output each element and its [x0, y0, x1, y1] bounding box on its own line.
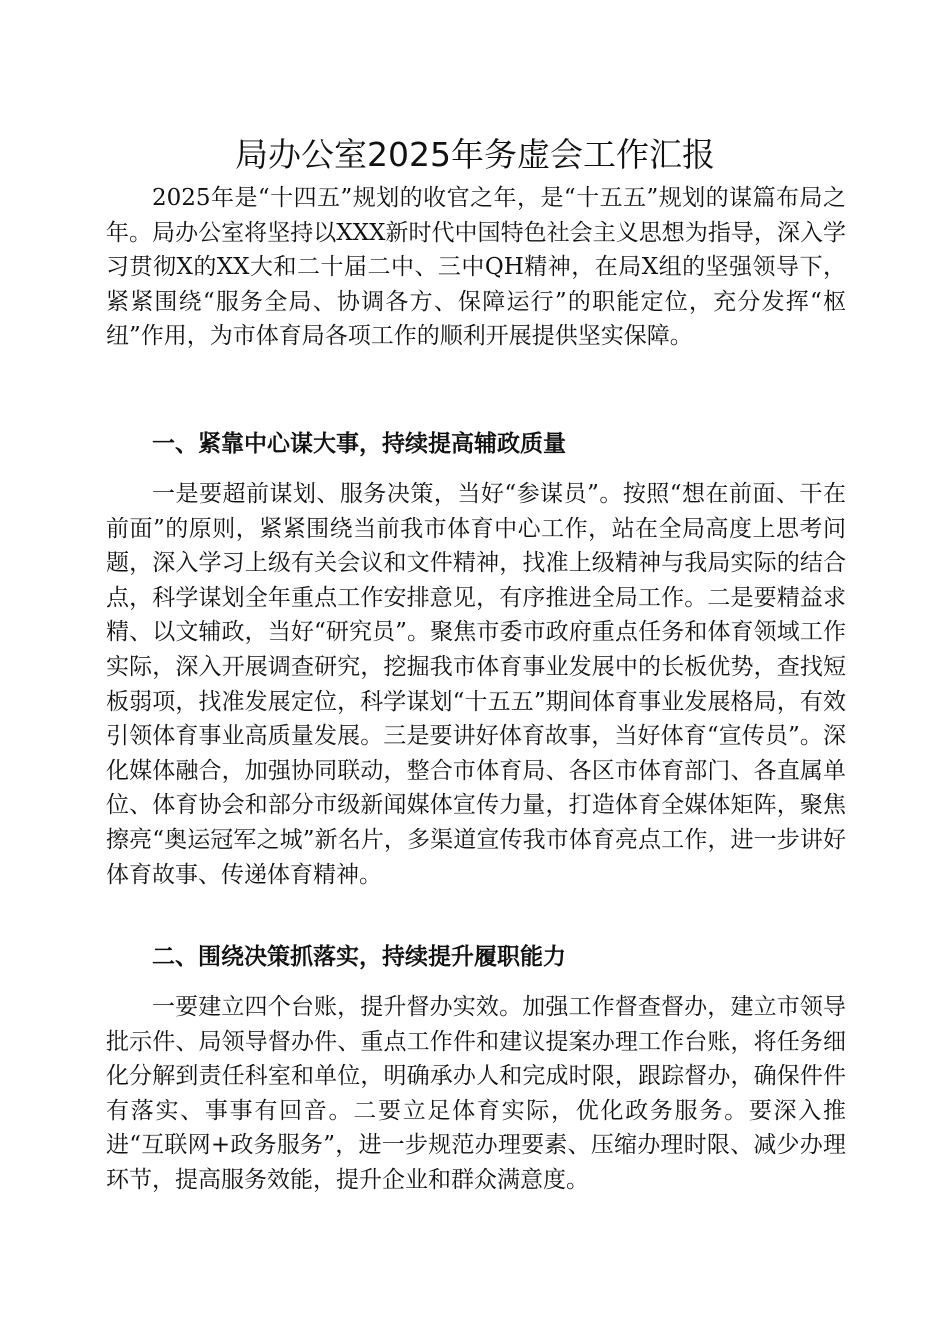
- section-2-paragraph: 一要建立四个台账，提升督办实效。加强工作督查督办，建立市领导批示件、局领导督办件、重点工作件和建议提案办理工作台账，将任务细化分解到责任科室和单位，明确承办人和完成时限，跟踪督办，确保件件有落实、事事有回音。二要立足体育实际，优化政务服务。要深入推进“互联网+政务服务”，进一步规范办理要素、压缩办理时限、减少办理环节，提高服务效能，提升企业和群众满意度。: [106, 994, 846, 1193]
- intro-paragraph: 2025年是“十四五”规划的收官之年，是“十五五”规划的谋篇布局之年。局办公室将坚持以XXX新时代中国特色社会主义思想为指导，深入学习贯彻X的XX大和二十届二中、三中QH精神，在局X组的坚强领导下，紧紧围绕“服务全局、协调各方、保障运行”的职能定位，充分发挥“枢纽”作用，为市体育局各项工作的顺利开展提供坚实保障。: [106, 185, 846, 350]
- section-1-paragraph: 一是要超前谋划、服务决策，当好“参谋员”。按照“想在前面、干在前面”的原则，紧紧围绕当前我市体育中心工作，站在全局高度上思考问题，深入学习上级有关会议和文件精神，找准上级精神与我局实际的结合点，科学谋划全年重点工作安排意见，有序推进全局工作。二是要精益求精、以文辅政，当好“研究员”。聚焦市委市政府重点任务和体育领域工作实际，深入开展调查研究，挖掘我市体育事业发展中的长板优势，查找短板弱项，找准发展定位，科学谋划“十五五”期间体育事业发展格局，有效引领体育事业高质量发展。三是要讲好体育故事，当好体育“宣传员”。深化媒体融合，加强协同联动，整合市体育局、各区市体育部门、各直属单位、体育协会和部分市级新闻媒体宣传力量，打造体育全媒体矩阵，聚焦擦亮“奥运冠军之城”新名片，多渠道宣传我市体育亮点工作，进一步讲好体育故事、传递体育精神。: [106, 481, 846, 888]
- section-1-heading: 一、紧靠中心谋大事，持续提高辅政质量: [152, 431, 566, 457]
- section-2-heading: 二、围绕决策抓落实，持续提升履职能力: [152, 944, 566, 970]
- document-title: 局办公室2025年务虚会工作汇报: [235, 135, 715, 174]
